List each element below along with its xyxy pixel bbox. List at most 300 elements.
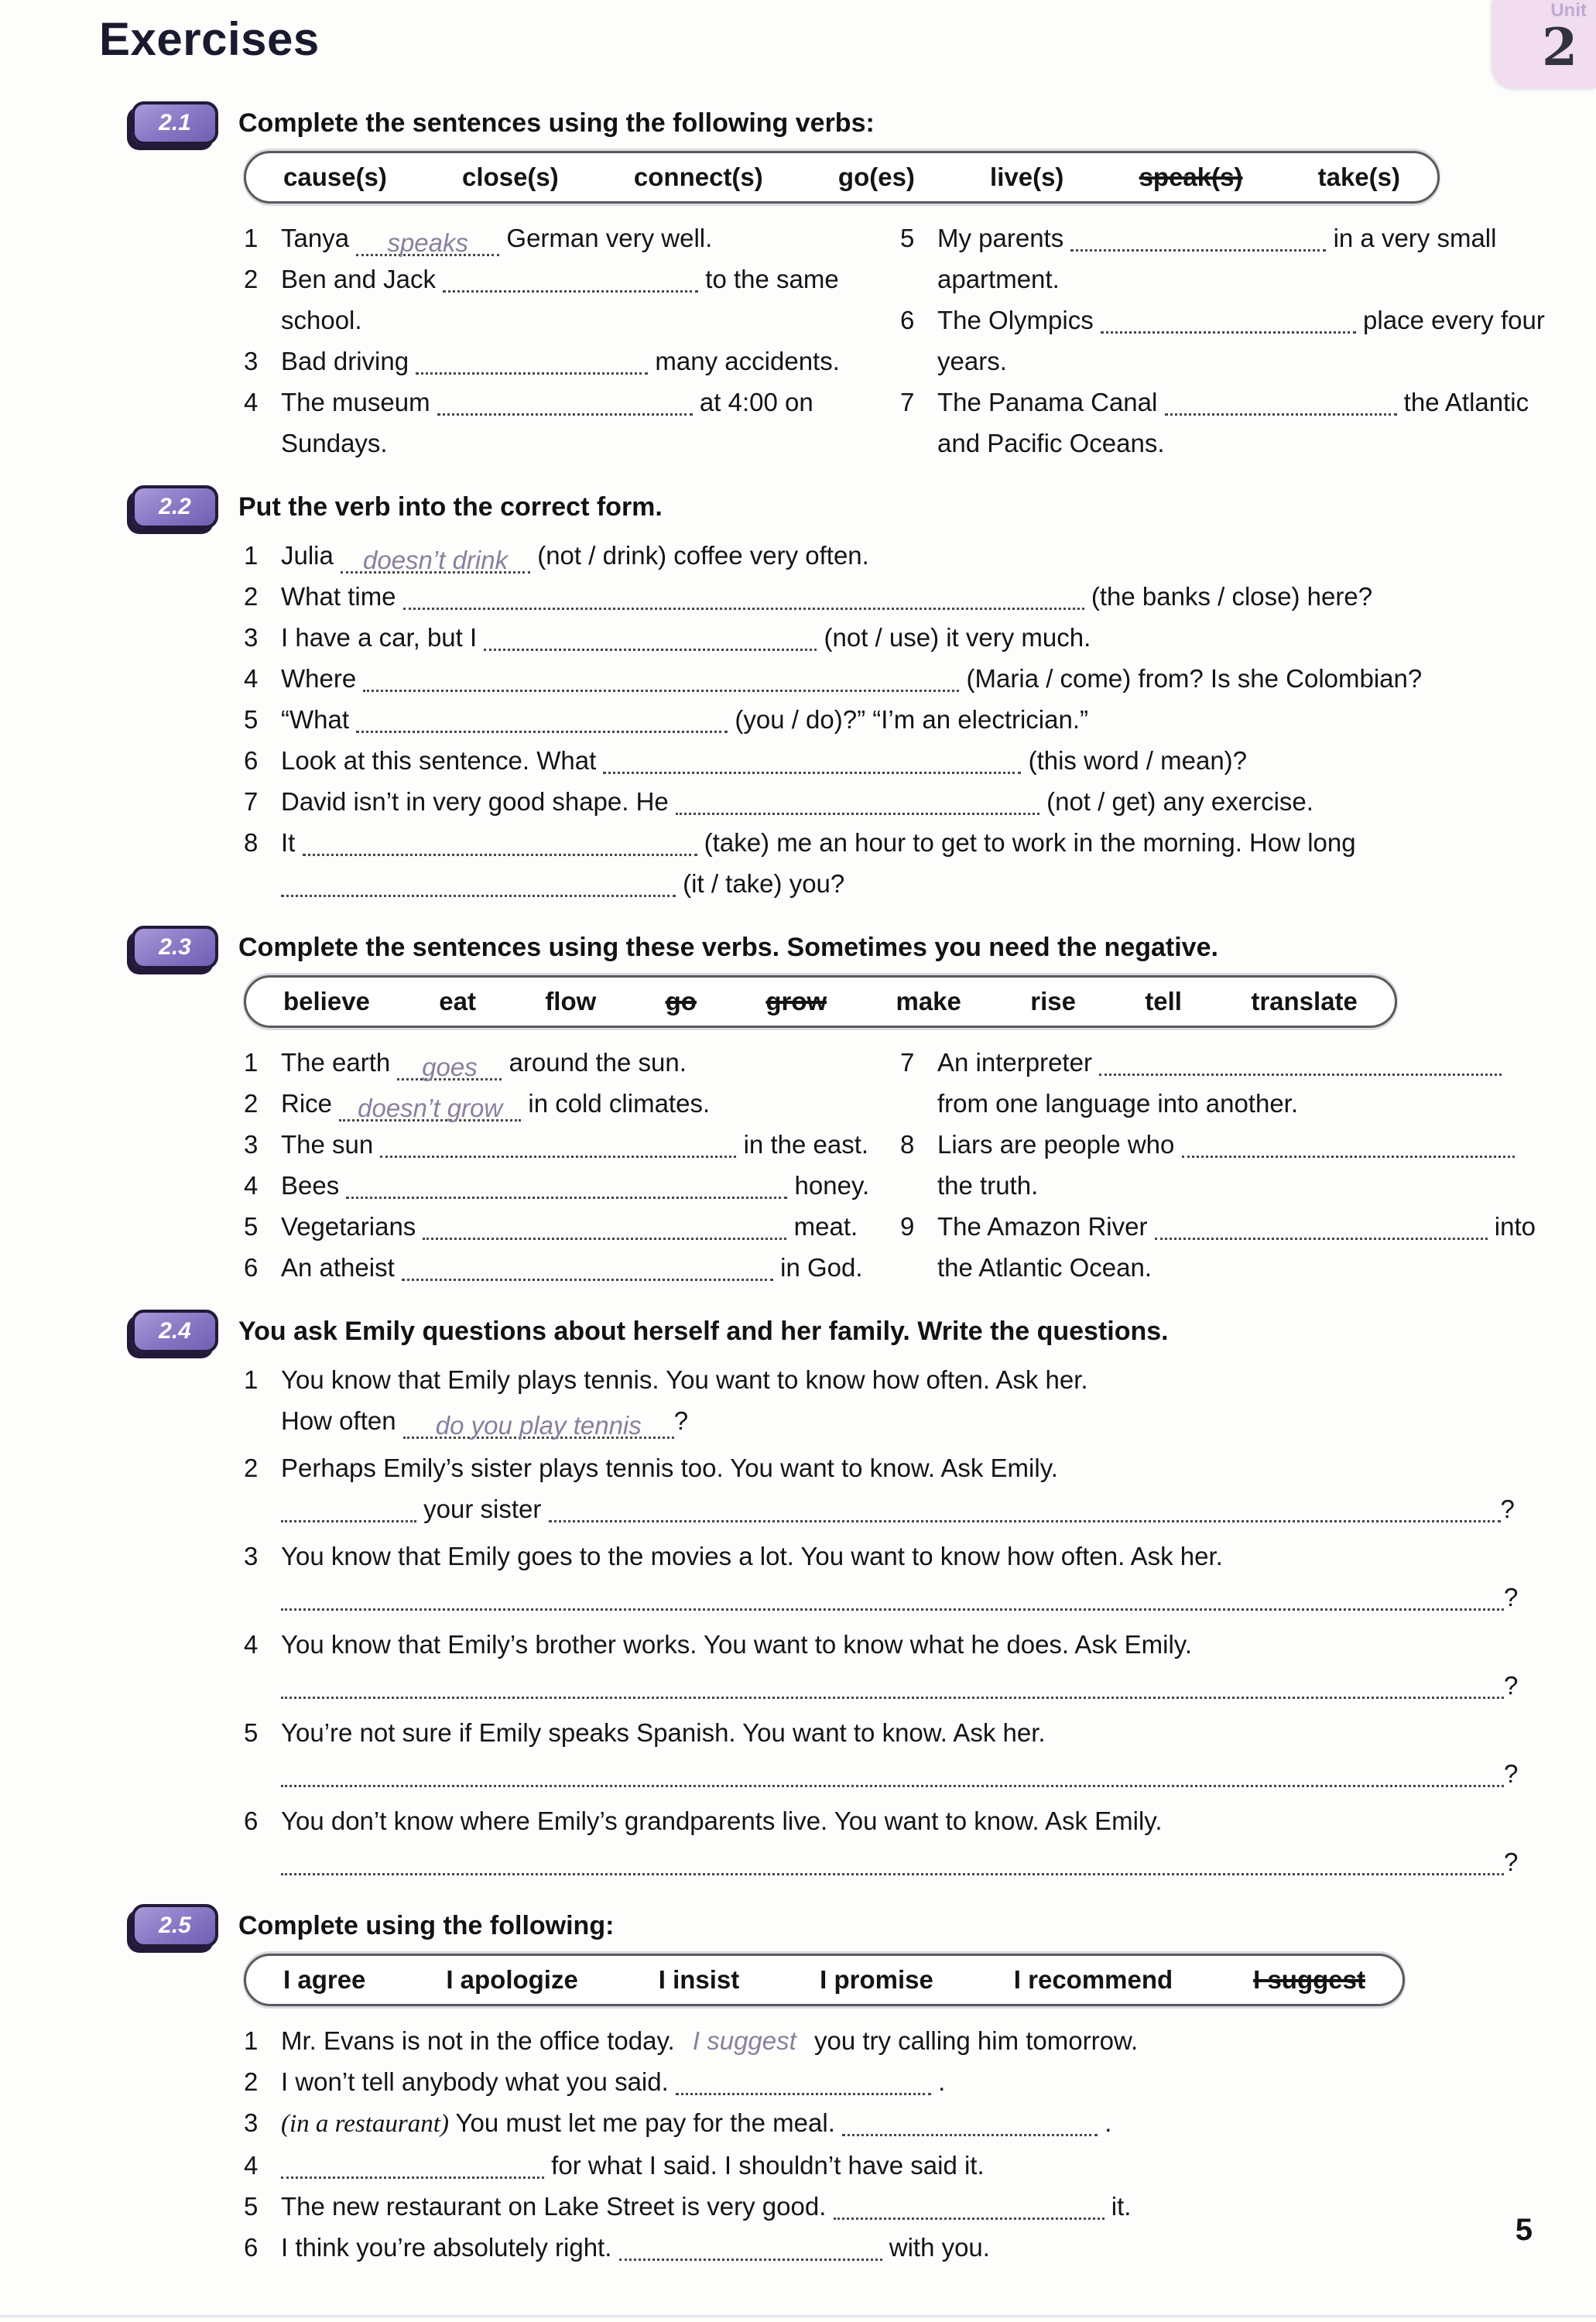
word-box-word: go (665, 987, 697, 1015)
word-box-word: I suggest (1253, 1965, 1365, 1994)
items-list (244, 535, 1553, 904)
sentence-text: ? (1504, 1759, 1519, 1788)
answer-blank (416, 348, 648, 375)
badge-2-1: 2.1 (132, 101, 218, 145)
sentence-line (281, 217, 900, 259)
item-sentence (281, 1624, 1553, 1706)
answer-blank (1099, 1050, 1502, 1076)
item-number: 1 (244, 541, 259, 570)
item-sentence (937, 300, 1553, 382)
sentence-text: ? (1504, 1583, 1519, 1611)
item-number: 6 (244, 746, 259, 775)
exercise-2-1-header (132, 101, 1553, 145)
exercise-2-5 (132, 1904, 1553, 2268)
item-number: 5 (900, 224, 915, 252)
answer-blank (281, 2152, 544, 2179)
sentence-text: The museum (281, 388, 437, 416)
exercise-item (900, 382, 1553, 464)
sentence-text: Look at this sentence. What (281, 746, 604, 775)
exercise-item (244, 658, 1553, 699)
exercise-item (244, 1624, 1553, 1706)
exercise-item (244, 1447, 1553, 1529)
item-number: 8 (900, 1130, 915, 1159)
answer-blank (484, 625, 817, 651)
word-box-word: eat (439, 987, 476, 1015)
sentence-text: place every four years. (937, 306, 1545, 375)
sentence-line (281, 1247, 900, 1288)
exercise-item (244, 2061, 1553, 2102)
sentence-text: Rice (281, 1089, 340, 1118)
sentence-text: ? (1500, 1495, 1515, 1523)
handwritten-answer: doesn’t drink (362, 546, 509, 574)
sentence-line (281, 699, 1553, 740)
exercise-2-1-instruction: Complete the sentences using the following verbs: (238, 108, 875, 138)
unit-tab (1492, 0, 1596, 88)
sentence-line-2 (281, 1665, 1553, 1706)
answer-blank (380, 1132, 736, 1158)
unit-label: Unit (1550, 0, 1587, 21)
sentence-line (281, 1624, 1553, 1665)
sentence-text: German very well. (499, 224, 713, 252)
sentence-text: My parents (937, 224, 1071, 252)
sentence-text: (the banks / close) here? (1084, 582, 1373, 611)
sentence-line (937, 1206, 1553, 1288)
item-sentence (281, 1083, 900, 1124)
sentence-text: The Panama Canal (937, 388, 1165, 416)
word-box-2-5 (244, 1954, 1405, 2006)
page-title: Exercises (99, 13, 320, 65)
sentence-line (281, 2020, 1553, 2061)
word-box-word: I agree (283, 1965, 366, 1994)
badge-2-3: 2.3 (132, 926, 218, 969)
answer-blank (346, 1173, 787, 1199)
exercise-2-2-instruction: Put the verb into the correct form. (238, 491, 663, 522)
exercise-item (900, 1124, 1553, 1206)
item-sentence (281, 217, 900, 259)
sentence-text: many accidents. (648, 347, 840, 375)
exercise-2-1 (132, 101, 1553, 464)
exercise-item (244, 1206, 900, 1247)
item-sentence (281, 382, 900, 464)
sentence-line (937, 1042, 1553, 1124)
exercise-2-2-body (244, 535, 1553, 904)
answer-blank (1165, 389, 1397, 416)
answer-blank (437, 389, 693, 416)
sentence-line (281, 1800, 1553, 1841)
word-box-word: cause(s) (283, 163, 387, 191)
exercise-item (244, 1359, 1553, 1441)
sentence-text: Julia (281, 541, 341, 570)
badge-2-4: 2.4 (132, 1310, 218, 1353)
item-sentence (281, 1042, 900, 1083)
item-number: 1 (244, 1048, 259, 1077)
word-box-word: speak(s) (1139, 163, 1243, 191)
word-box-word: translate (1251, 987, 1358, 1015)
item-number: 5 (244, 1212, 259, 1241)
item-sentence (281, 2186, 1553, 2227)
item-number: 4 (244, 1171, 259, 1200)
item-sentence (281, 1247, 900, 1288)
word-box-word: tell (1145, 987, 1182, 1015)
item-sentence (281, 535, 1553, 576)
sentence-text: the Atlantic and Pacific Oceans. (937, 388, 1529, 457)
sentence-text: You know that Emily goes to the movies a lot. You want to know how often. Ask her. (281, 1542, 1223, 1570)
sentence-line (281, 1447, 1553, 1488)
word-box-2-3 (244, 975, 1397, 1028)
sentence-text: from one language into another. (937, 1089, 1299, 1118)
sentence-text: in God. (772, 1253, 863, 1282)
answer-blank (619, 2235, 882, 2261)
answer-blank (397, 1054, 502, 1081)
item-number: 4 (244, 388, 259, 416)
handwritten-answer: goes (422, 1053, 478, 1081)
exercise-2-4-header (132, 1310, 1553, 1353)
items-list (244, 1359, 1553, 1882)
exercise-2-2 (132, 485, 1553, 904)
item-sentence (281, 341, 900, 382)
sentence-text: ? (1504, 1848, 1519, 1876)
exercise-item (244, 382, 900, 464)
item-sentence (281, 740, 1553, 781)
sentence-line (281, 1042, 900, 1083)
sentence-line (281, 740, 1553, 781)
exercise-2-1-body (244, 151, 1553, 464)
item-sentence (281, 576, 1553, 617)
exercise-item (244, 2186, 1553, 2227)
sentence-text: . (930, 2067, 946, 2096)
exercise-2-4 (132, 1310, 1553, 1882)
items-left (244, 217, 900, 464)
sentence-line (281, 2061, 1553, 2102)
item-sentence (937, 382, 1553, 464)
word-box-word: flow (545, 987, 597, 1015)
exercise-item (244, 617, 1553, 658)
item-number: 3 (244, 623, 259, 652)
exercise-2-3-body (244, 975, 1553, 1288)
sentence-line-2 (281, 863, 1553, 904)
exercise-item (900, 1206, 1553, 1288)
answer-blank (1070, 225, 1326, 252)
item-sentence (281, 1447, 1553, 1529)
sentence-line (937, 382, 1553, 464)
sentence-line (281, 1359, 1553, 1400)
exercise-item (244, 699, 1553, 740)
item-number: 3 (244, 347, 259, 375)
sentence-line (937, 217, 1553, 300)
exercise-2-2-header (132, 485, 1553, 529)
item-sentence (281, 2020, 1553, 2061)
item-number: 4 (244, 1630, 259, 1659)
sentence-line (281, 576, 1553, 617)
item-sentence (281, 2102, 1553, 2145)
exercise-2-1-columns (244, 217, 1553, 464)
item-number: 6 (244, 1807, 259, 1835)
sentence-line (281, 1206, 900, 1247)
sentence-text: (take) me an hour to get to work in the morning. How long (697, 828, 1356, 857)
handwritten-answer: speaks (387, 228, 469, 257)
item-number: 2 (244, 582, 259, 611)
word-box-word: go(es) (837, 163, 915, 191)
sentence-line (281, 2102, 1553, 2145)
items-list (244, 2020, 1553, 2268)
sentence-line (281, 382, 900, 464)
answer-blank (603, 748, 1021, 774)
stage-direction: (in a restaurant) (281, 2110, 449, 2138)
item-sentence (281, 699, 1553, 740)
exercise-2-5-instruction: Complete using the following: (238, 1910, 615, 1940)
sentence-text: What time (281, 582, 403, 611)
item-sentence (281, 781, 1553, 822)
item-number: 5 (244, 705, 259, 734)
sentence-line (281, 1083, 900, 1124)
sentence-line (281, 1124, 900, 1165)
sentence-line-2 (281, 1577, 1553, 1618)
item-number: 4 (244, 2151, 259, 2180)
answer-blank (1182, 1132, 1515, 1158)
sentence-text: Vegetarians (281, 1212, 423, 1241)
sentence-text: You don’t know where Emily’s grandparents live. You want to know. Ask Emily. (281, 1807, 1163, 1835)
word-box-word: connect(s) (633, 163, 763, 191)
item-number: 2 (244, 1454, 259, 1482)
page-bottom-edge (0, 2315, 1596, 2317)
sentence-line (937, 300, 1553, 382)
item-number: 7 (244, 787, 259, 816)
sentence-text: How often (281, 1406, 403, 1435)
sentence-line-2 (281, 1753, 1553, 1794)
exercise-item (244, 822, 1553, 904)
answer-blank (1155, 1214, 1488, 1240)
sentence-text: The sun (281, 1130, 381, 1159)
sentence-line (281, 781, 1553, 822)
answer-blank (281, 1584, 1504, 1611)
answer-blank (842, 2110, 1098, 2136)
answer-blank (403, 1413, 674, 1439)
item-sentence (937, 1206, 1553, 1288)
sentence-text: (not / get) any exercise. (1039, 787, 1313, 816)
sentence-text: You know that Emily plays tennis. You want to know how often. Ask her. (281, 1365, 1088, 1394)
item-number: 6 (244, 2233, 259, 2262)
exercise-item (244, 1800, 1553, 1882)
item-sentence (281, 822, 1553, 904)
exercise-item (244, 1536, 1553, 1618)
answer-blank (341, 547, 530, 574)
word-box-word: I recommend (1013, 1965, 1173, 1994)
items-left (244, 1042, 900, 1288)
answer-blank (363, 666, 959, 692)
word-box-word: I apologize (446, 1965, 578, 1994)
answer-blank (676, 789, 1039, 815)
sentence-line (937, 1124, 1553, 1206)
sentence-text: meat. (786, 1212, 858, 1241)
answer-blank (281, 1761, 1504, 1787)
items-right (900, 1042, 1553, 1288)
item-number: 3 (244, 1130, 259, 1159)
answer-blank (303, 830, 697, 856)
exercise-item (244, 535, 1553, 576)
sentence-text: (you / do)?” “I’m an electrician.” (728, 705, 1089, 734)
exercise-item (900, 217, 1553, 300)
sentence-text: Bees (281, 1171, 347, 1200)
exercise-item (244, 1712, 1553, 1794)
answer-blank (356, 230, 499, 256)
sentence-text: You must let me pay for the meal. (448, 2108, 843, 2137)
sentence-text: An atheist (281, 1253, 402, 1282)
sentence-text: (this word / mean)? (1021, 746, 1248, 775)
sentence-line (281, 2186, 1553, 2227)
sentence-line-2 (281, 1400, 1553, 1441)
sentence-text: . (1098, 2108, 1112, 2137)
item-number: 2 (244, 265, 259, 293)
item-sentence (281, 1359, 1553, 1441)
word-box-word: take(s) (1317, 163, 1400, 191)
sentence-text: for what I said. I shouldn’t have said it. (544, 2151, 985, 2180)
item-sentence (281, 1800, 1553, 1882)
sentence-text: David isn’t in very good shape. He (281, 787, 676, 816)
exercise-2-4-body (244, 1359, 1553, 1882)
handwritten-answer: doesn’t grow (358, 1094, 503, 1122)
sentence-text: with you. (882, 2233, 990, 2262)
answer-blank (281, 1673, 1504, 1699)
items-right (900, 217, 1553, 464)
word-box-word: I insist (658, 1965, 740, 1994)
exercise-item (244, 2020, 1553, 2061)
answer-blank (281, 871, 676, 897)
exercise-item (900, 1042, 1553, 1124)
unit-number: 2 (1542, 17, 1577, 77)
exercise-2-3 (132, 926, 1553, 1288)
exercise-item (244, 2102, 1553, 2145)
item-number: 5 (244, 1718, 259, 1747)
sentence-text: in cold climates. (521, 1089, 711, 1118)
answer-blank (403, 584, 1084, 610)
handwritten-answer: do you play tennis (435, 1411, 642, 1440)
item-sentence (281, 1124, 900, 1165)
sentence-text: honey. (787, 1171, 870, 1200)
sentence-line (281, 535, 1553, 576)
item-sentence (281, 1206, 900, 1247)
answer-blank (676, 2069, 931, 2095)
item-sentence (281, 1165, 900, 1206)
sentence-line (281, 341, 900, 382)
item-sentence (281, 2145, 1553, 2186)
item-number: 7 (900, 388, 915, 416)
sentence-line-2 (281, 1841, 1553, 1882)
page-number: 5 (1515, 2213, 1533, 2247)
badge-2-2: 2.2 (132, 485, 218, 529)
word-box-word: rise (1030, 987, 1076, 1015)
item-sentence (281, 617, 1553, 658)
item-sentence (281, 2227, 1553, 2268)
item-number: 9 (900, 1212, 915, 1241)
sentence-text: the truth. (937, 1171, 1039, 1200)
sentence-line (281, 1536, 1553, 1577)
item-number: 1 (244, 2026, 259, 2055)
exercise-2-3-columns (244, 1042, 1553, 1288)
sentence-text: I won’t tell anybody what you said. (281, 2067, 676, 2096)
item-number: 6 (900, 306, 915, 334)
sentence-text: The earth (281, 1048, 398, 1077)
sentence-line (281, 2145, 1553, 2186)
exercise-2-5-body (244, 1954, 1553, 2268)
sentence-text: I think you’re absolutely right. (281, 2233, 619, 2262)
item-number: 7 (900, 1048, 915, 1077)
sentence-line (281, 2227, 1553, 2268)
sentence-text: your sister (416, 1495, 549, 1523)
sentence-text: An interpreter (937, 1048, 1100, 1077)
exercise-item (900, 300, 1553, 382)
exercise-item (244, 259, 900, 341)
badge-2-5: 2.5 (132, 1904, 218, 1947)
sentence-text: Perhaps Emily’s sister plays tennis too. You want to know. Ask Emily. (281, 1454, 1058, 1482)
item-number: 5 (244, 2192, 259, 2221)
sentence-text: Mr. Evans is not in the office today. (281, 2026, 682, 2055)
exercise-item (244, 740, 1553, 781)
word-box-word: I promise (820, 1965, 933, 1994)
item-number: 3 (244, 1542, 259, 1570)
handwritten-answer: I suggest (692, 2026, 796, 2055)
item-number: 3 (244, 2108, 259, 2137)
sentence-line (281, 617, 1553, 658)
sentence-text: around the sun. (502, 1048, 687, 1077)
word-box-word: grow (765, 987, 827, 1015)
exercise-item (244, 2145, 1553, 2186)
item-sentence (281, 658, 1553, 699)
exercise-2-3-header (132, 926, 1553, 969)
exercise-item (244, 341, 900, 382)
sentence-text: (Maria / come) from? Is she Colombian? (959, 664, 1423, 693)
sentence-text: You know that Emily’s brother works. You want to know what he does. Ask Emily. (281, 1630, 1192, 1659)
sentence-text: Bad driving (281, 347, 416, 375)
exercise-2-3-instruction: Complete the sentences using these verbs. Sometimes you need the negative. (238, 932, 1218, 962)
answer-blank (356, 707, 728, 733)
item-number: 4 (244, 664, 259, 693)
sentence-text: The Amazon River (937, 1212, 1155, 1241)
answer-blank (834, 2194, 1105, 2220)
exercise-2-5-header (132, 1904, 1553, 1947)
item-sentence (937, 217, 1553, 300)
item-sentence (281, 1712, 1553, 1794)
answer-blank (402, 1255, 773, 1281)
answer-blank (1101, 307, 1356, 334)
sentence-line (281, 1712, 1553, 1753)
answer-blank (339, 1095, 521, 1122)
sentence-text: (not / use) it very much. (817, 623, 1091, 652)
sentence-text: Ben and Jack (281, 265, 444, 293)
item-sentence (937, 1042, 1553, 1124)
sentence-text: to the same school. (281, 265, 839, 334)
sentence-text: The Olympics (937, 306, 1101, 334)
sentence-text: you try calling him tomorrow. (807, 2026, 1139, 2055)
item-sentence (281, 259, 900, 341)
item-number: 2 (244, 1089, 259, 1118)
sentence-text: It (281, 828, 303, 857)
exercise-item (244, 1042, 900, 1083)
answer-blank (281, 1496, 416, 1522)
exercise-item (244, 781, 1553, 822)
word-box-word: close(s) (462, 163, 559, 191)
word-box-2-1 (244, 151, 1440, 204)
word-box-word: make (896, 987, 961, 1015)
item-number: 1 (244, 224, 259, 252)
sentence-text: Liars are people who (937, 1130, 1182, 1159)
exercise-item (244, 1083, 900, 1124)
item-sentence (937, 1124, 1553, 1206)
sentence-text: ? (673, 1406, 689, 1435)
item-number: 2 (244, 2067, 259, 2096)
item-number: 8 (244, 828, 259, 857)
sentence-text: I have a car, but I (281, 623, 485, 652)
item-sentence (281, 2061, 1553, 2102)
